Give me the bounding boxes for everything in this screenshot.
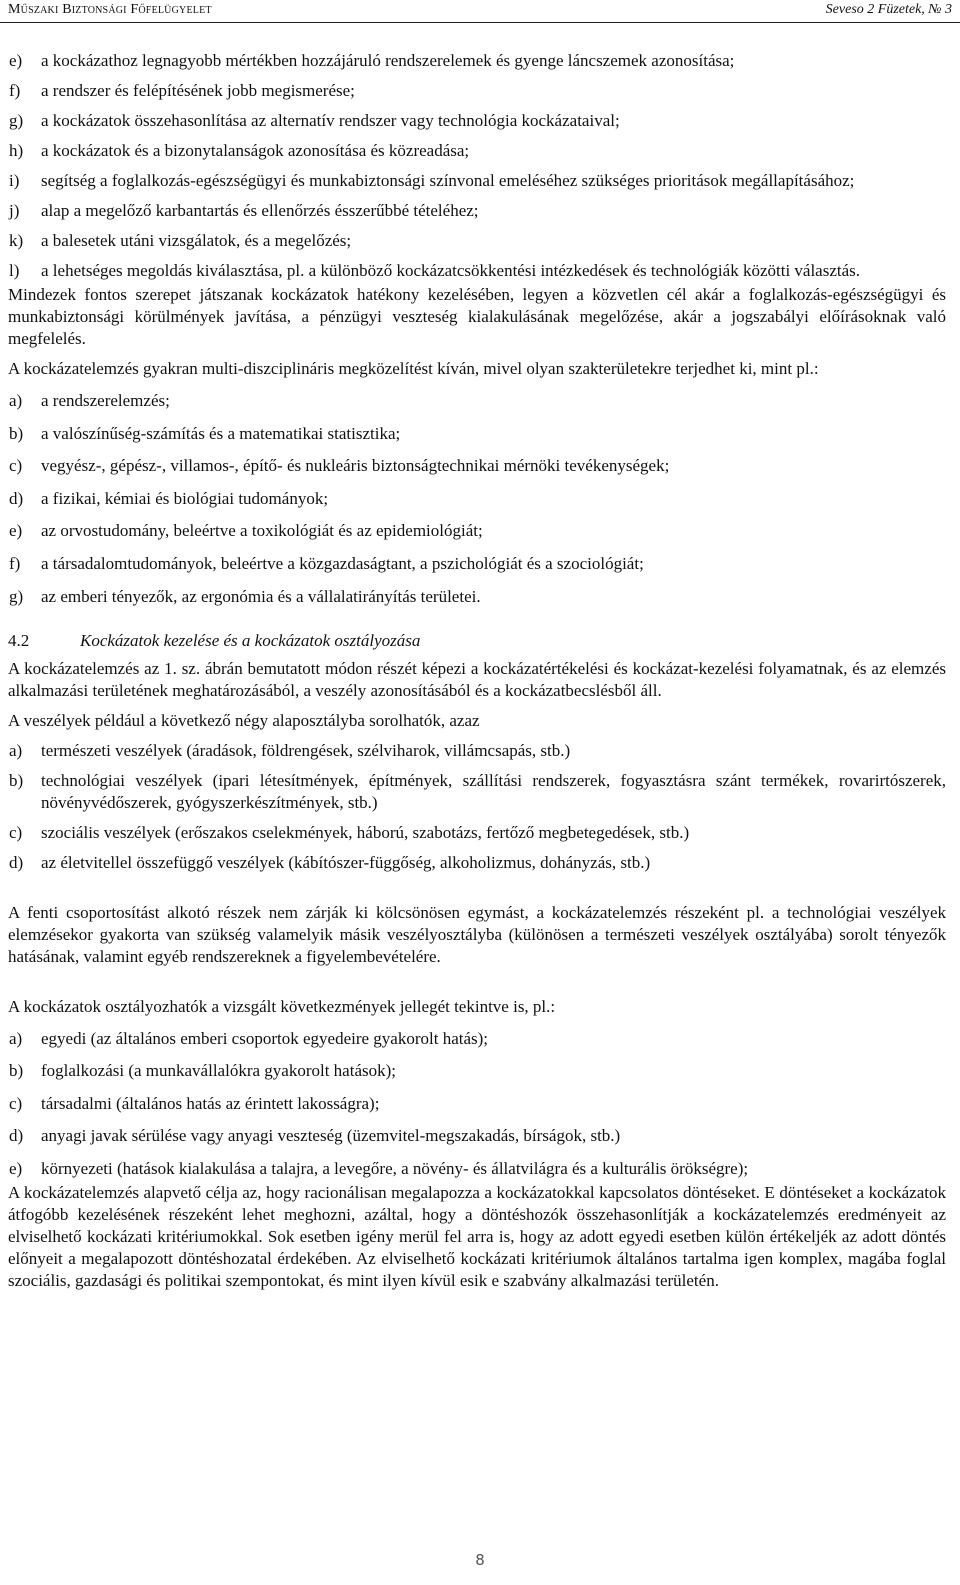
list-marker: e): [9, 51, 23, 70]
list-text: az orvostudomány, beleértve a toxikológiát és az epidemiológiát;: [41, 521, 483, 541]
list-item: [8, 50, 946, 72]
list-marker: d): [9, 852, 24, 872]
paragraph: A fenti csoportosítást alkotó részek nem zárják ki kölcsönösen egymást, a kockázatelemzés részeként pl. a technológiai veszélyek elemzésekor gyakorta van szükség valamelyik másik veszélyosztályba (különösen a természeti veszélyek osztályába) sorolt tényezők hatásának, valamint egyéb rendszereknek a figyelembevételére.: [8, 902, 946, 966]
section-heading: [8, 630, 946, 652]
hazard-classes-list: [8, 740, 946, 874]
list-text: az életvitellel összefüggő veszélyek (kábítószer-függőség, alkoholizmus, dohányzás, stb.): [41, 852, 651, 872]
paragraph: A kockázatelemzés gyakran multi-diszciplináris megközelítést kíván, mivel olyan szakterületekre terjedhet ki, mint pl.:: [8, 359, 819, 378]
list-text: szociális veszélyek (erőszakos cselekmények, háború, szabotázs, fertőző megbetegedések, stb.): [41, 822, 690, 842]
list-text: környezeti (hatások kialakulása a talajra, a levegőre, a növény- és állatvilágra és a kulturális örökségre);: [41, 1158, 749, 1178]
list-item: [8, 553, 946, 575]
list-item: [8, 170, 946, 192]
disciplines-list: [8, 390, 946, 608]
list-marker: e): [9, 521, 23, 541]
list-item: [8, 740, 946, 762]
list-marker: a): [9, 740, 23, 760]
page-number: 8: [475, 1551, 485, 1569]
header-organization: Műszaki Biztonsági Főfelügyelet: [8, 2, 212, 17]
paragraph: A kockázatelemzés alapvető célja az, hogy racionálisan megalapozza a kockázatokkal kapcsolatos döntéseket. E döntéseket a kockázatok átfogóbb kezelésének részeként lehet meghozni, azáltal, hogy a döntéshozók összehasonlítják a kockázatelemzés eredményeit az elviselhető kockázati kritériumokkal. Sok esetben igény merül fel arra is, hogy az adott egyedi esetben külön értékeljék az adott döntés előnyeit a megalapozott döntéshozatal érdekében. Az elviselhető kockázati kritériumok általános tartalma igen komplex, magába foglal szociális, gazdasági és politikai szempontokat, és mint ilyen kívül esik e szabvány alkalmazási területén.: [8, 1182, 946, 1290]
list-marker: g): [9, 111, 24, 130]
list-marker: c): [9, 1093, 23, 1113]
list-text: technológiai veszélyek (ipari létesítmények, építmények, szállítási rendszerek, fogyasztásra szánt termékek, rovarirtószerek, növényvédőszerek, gyógyszerkészítmények, stb.): [41, 770, 946, 812]
list-text: segítség a foglalkozás-egészségügyi és munkabiztonsági színvonal emeléséhez szükséges prioritások megállapításához;: [41, 171, 855, 190]
list-text: a kockázathoz legnagyobb mértékben hozzájáruló rendszerelemek és gyenge láncszemek azonosítása;: [41, 51, 735, 70]
list-text: a társadalomtudományok, beleértve a közgazdaságtant, a pszichológiát és a szociológiát;: [41, 553, 644, 573]
list-text: a balesetek utáni vizsgálatok, és a megelőzés;: [41, 231, 352, 250]
list-item: [8, 770, 946, 814]
list-item: [8, 852, 946, 874]
list-marker: b): [9, 770, 24, 790]
list-text: társadalmi (általános hatás az érintett lakosságra);: [41, 1093, 380, 1113]
list-text: egyedi (az általános emberi csoportok egyedeire gyakorolt hatás);: [41, 1028, 489, 1048]
list-text: foglalkozási (a munkavállalókra gyakorolt hatások);: [41, 1061, 396, 1081]
list-text: a kockázatok és a bizonytalanságok azonosítása és közreadása;: [41, 141, 470, 160]
list-item: [8, 423, 946, 445]
list-marker: d): [9, 488, 24, 508]
list-item: [8, 455, 946, 477]
list-marker: a): [9, 1028, 23, 1048]
list-marker: k): [9, 231, 24, 250]
section-number: 4.2: [8, 630, 30, 650]
list-item: [8, 1028, 946, 1050]
list-item: [8, 390, 946, 412]
list-marker: f): [9, 553, 21, 573]
list-text: a kockázatok összehasonlítása az alternatív rendszer vagy technológia kockázataival;: [41, 111, 620, 130]
list-item: [8, 80, 946, 102]
list-marker: l): [9, 261, 20, 280]
list-item: [8, 200, 946, 222]
paragraph: A kockázatelemzés az 1. sz. ábrán bemutatott módon részét képezi a kockázatértékelési és kockázat-kezelési folyamatnak, és az elemzés alkalmazási területének meghatározásából, a veszély azonosításából és a kockázatbecslésből áll.: [8, 658, 946, 700]
list-marker: e): [9, 1158, 23, 1178]
list-text: a rendszer és felépítésének jobb megismerése;: [41, 81, 355, 100]
list-marker: j): [9, 201, 20, 220]
page-header: [0, 0, 960, 23]
list-item: [8, 260, 946, 282]
header-series: Seveso 2 Füzetek, № 3: [825, 2, 952, 17]
list-marker: a): [9, 391, 23, 410]
paragraph: A veszélyek például a következő négy alaposztályba sorolhatók, azaz: [8, 710, 480, 730]
list-marker: i): [9, 171, 20, 190]
list-text: a lehetséges megoldás kiválasztása, pl. a különböző kockázatcsökkentési intézkedések és technológiák közötti választás.: [41, 261, 861, 280]
list-text: a valószínűség-számítás és a matematikai statisztika;: [41, 423, 401, 443]
section-title: Kockázatok kezelése és a kockázatok osztályozása: [80, 630, 421, 650]
list-item: [8, 488, 946, 510]
list-marker: c): [9, 456, 23, 476]
consequence-types-list: [8, 1028, 946, 1180]
paragraph: Mindezek fontos szerepet játszanak kockázatok hatékony kezelésében, legyen a közvetlen cél akár a foglalkozás-egészségügyi és munkabiztonsági körülmények javítása, a pénzügyi veszteség kialakulásának megelőzése, akár a jogszabályi előírásoknak való megfelelés.: [8, 285, 946, 348]
list-item: [8, 586, 946, 608]
list-text: a fizikai, kémiai és biológiai tudományok;: [41, 488, 329, 508]
list-marker: f): [9, 81, 21, 100]
list-item: [8, 1093, 946, 1115]
list-item: [8, 140, 946, 162]
list-item: [8, 822, 946, 844]
list-item: [8, 520, 946, 542]
benefits-list: [8, 50, 946, 282]
list-marker: d): [9, 1126, 24, 1146]
list-marker: g): [9, 586, 24, 606]
list-item: [8, 1125, 946, 1147]
list-text: a rendszerelemzés;: [41, 391, 170, 410]
list-item: [8, 230, 946, 252]
list-marker: c): [9, 822, 23, 842]
list-item: [8, 1158, 946, 1180]
list-marker: h): [9, 141, 24, 160]
page-content: [8, 50, 946, 1300]
list-text: anyagi javak sérülése vagy anyagi veszteség (üzemvitel-megszakadás, bírságok, stb.): [41, 1126, 621, 1146]
list-marker: b): [9, 1061, 24, 1081]
list-text: vegyész-, gépész-, villamos-, építő- és nukleáris biztonságtechnikai mérnöki tevékenységek;: [41, 456, 670, 476]
list-text: az emberi tényezők, az ergonómia és a vállalatirányítás területei.: [41, 586, 481, 606]
paragraph: A kockázatok osztályozhatók a vizsgált következmények jellegét tekintve is, pl.:: [8, 996, 556, 1016]
list-item: [8, 1060, 946, 1082]
list-text: alap a megelőző karbantartás és ellenőrzés ésszerűbbé tételéhez;: [41, 201, 479, 220]
list-text: természeti veszélyek (áradások, földrengések, szélviharok, villámcsapás, stb.): [41, 740, 571, 760]
list-marker: b): [9, 423, 24, 443]
list-item: [8, 110, 946, 132]
